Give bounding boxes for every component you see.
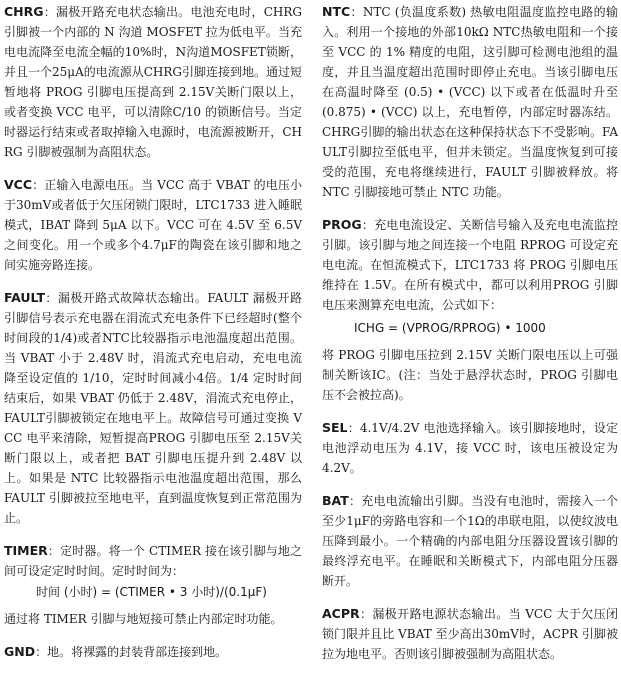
pin-description-timer	[4, 541, 302, 581]
pin-text: ：充电电流输出引脚。当没有电池时，需接入一个至少1μF的旁路电容和一个1Ω的串联电阻，以使纹波电压降到最小。一个精确的内部电阻分压器设置该引脚的最终浮充电平。在睡眠和关断模式下，内部电阻分压器断开。	[322, 494, 618, 588]
pin-name: CHRG	[4, 4, 44, 19]
pin-name: PROG	[322, 217, 362, 232]
timer-formula: 时间 (小时) = (CTIMER • 3 小时)/(0.1μF)	[36, 585, 267, 599]
prog-formula: ICHG = (VPROG/RPROG) • 1000	[354, 321, 546, 335]
pin-name: TIMER	[4, 543, 48, 558]
pin-text: ：地。将裸露的封装背部连接到地。	[35, 645, 228, 659]
pin-text: ：NTC (负温度系数) 热敏电阻温度监控电路的输入。利用一个接地的外部10kΩ NTC热敏电阻和一个接至 VCC 的 1% 精度的电阻，这引脚可检测电池组的温度，并且当温度超出范围时即停止充电。当该引脚电压在高温时降至 (0.5) • (VCC) 以下或者在低温时升至 (0.875) • (VCC) 以上，充电暂停，内部定时器冻结。CHRG引脚的输出状态在这种保持状态下不受影响。FAULT引脚拉至低电平，但并未锁定。当温度恢复到可接受的范围，充电将继续进行，FAULT 引脚被释放。将 NTC 引脚接地可禁止 NTC 功能。	[322, 5, 618, 199]
pin-name: SEL	[322, 420, 348, 435]
pin-text: ：充电电流设定、关断信号输入及充电电流监控引脚。该引脚与地之间连接一个电阻 RPROG 可设定充电电流。在恒流模式下，LTC1733 将 PROG 引脚电压维持在 1.5V。在所有模式中，都可以利用PROG 引脚电压来测算充电电流，公式如下：	[322, 218, 618, 312]
pin-description-vcc	[4, 175, 302, 275]
pin-text: ：正输入电源电压。当 VCC 高于 VBAT 的电压小于30mV或者低于欠压闭锁门限时，LTC1733 进入睡眠模式，IBAT 降到 5μA 以下。VCC 可在 4.5V 至 6.5V 之间变化。用一个或多个4.7μF的陶瓷在该引脚和地之间实施旁路连接。	[4, 178, 302, 272]
pin-name: ACPR	[322, 606, 360, 621]
pin-description-acpr	[322, 604, 618, 664]
prog-note: 将 PROG 引脚电压拉到 2.15V 关断门限电压以上可强制关断该IC。(注：当处于悬浮状态时，PROG 引脚电压不会被拉高)。	[322, 348, 618, 402]
pin-description-ntc	[322, 2, 618, 202]
pin-description-gnd	[4, 642, 302, 662]
pin-name: BAT	[322, 493, 349, 508]
pin-text: ：漏极开路充电状态输出。电池充电时，CHRG 引脚被一个内部的 N 沟道 MOSFET 拉为低电平。当充电电流降至电流全幅的10%时，N沟道MOSFET锁断，并且一个25μA的电流源从CHRG引脚连接到地。通过短暂地将 PROG 引脚电压提高到 2.15V关断门限以上，或者变换 VCC 电平，可以清除C/10 的锁断信号。当定时器运行结束或者取掉输入电源时，电流源被断开，CHRG 引脚被强制为高阻状态。	[4, 5, 303, 159]
pin-description-prog	[322, 215, 618, 315]
pin-name: FAULT	[4, 290, 45, 305]
pin-name: GND	[4, 644, 36, 659]
right-column	[322, 2, 618, 677]
pin-text: ：定时器。将一个 CTIMER 接在该引脚与地之间可设定定时时间。定时时间为：	[4, 544, 302, 578]
pin-description-bat	[322, 491, 618, 591]
pin-description-chrg	[4, 2, 302, 162]
pin-description-sel	[322, 418, 618, 478]
pin-name: NTC	[322, 4, 351, 19]
pin-text: ：4.1V/4.2V 电池选择输入。该引脚接地时，设定电池浮动电压为 4.1V，接 VCC 时，该电压被设定为 4.2V。	[322, 421, 618, 475]
pin-text: ：漏极开路式故障状态输出。FAULT 漏极开路引脚信号表示充电器在涓流式充电条件下已经超时(整个时间段的1/4)或者NTC比较器指示电池温度超出范围。当 VBAT 小于 2.48V 时，涓流式充电启动，充电电流降至设定值的 1/10，定时时间减小4倍。1/4 定时时间结束后，如果 VBAT 仍低于 2.48V，涓流式充电停止，FAULT引脚被锁定在地电平上。故障信号可通过变换 VCC 电平来清除，短暂提高PROG 引脚电压至 2.15V关断门限以上，或者把 BAT 引脚电压提升到 2.48V 以上。如果是 NTC 比较器指示电池温度超出范围，那么 FAULT 引脚被拉至地电平，直到温度恢复到正常范围为止。	[4, 291, 302, 525]
left-column	[4, 2, 302, 675]
pin-description-fault	[4, 288, 302, 528]
pin-name: VCC	[4, 177, 33, 192]
pin-text: ：漏极开路电源状态输出。当 VCC 大于欠压闭锁门限并且比 VBAT 至少高出30mV时，ACPR 引脚被拉为地电平。否则该引脚被强制为高阻状态。	[322, 607, 618, 661]
timer-note: 通过将 TIMER 引脚与地短接可禁止内部定时功能。	[4, 612, 283, 626]
